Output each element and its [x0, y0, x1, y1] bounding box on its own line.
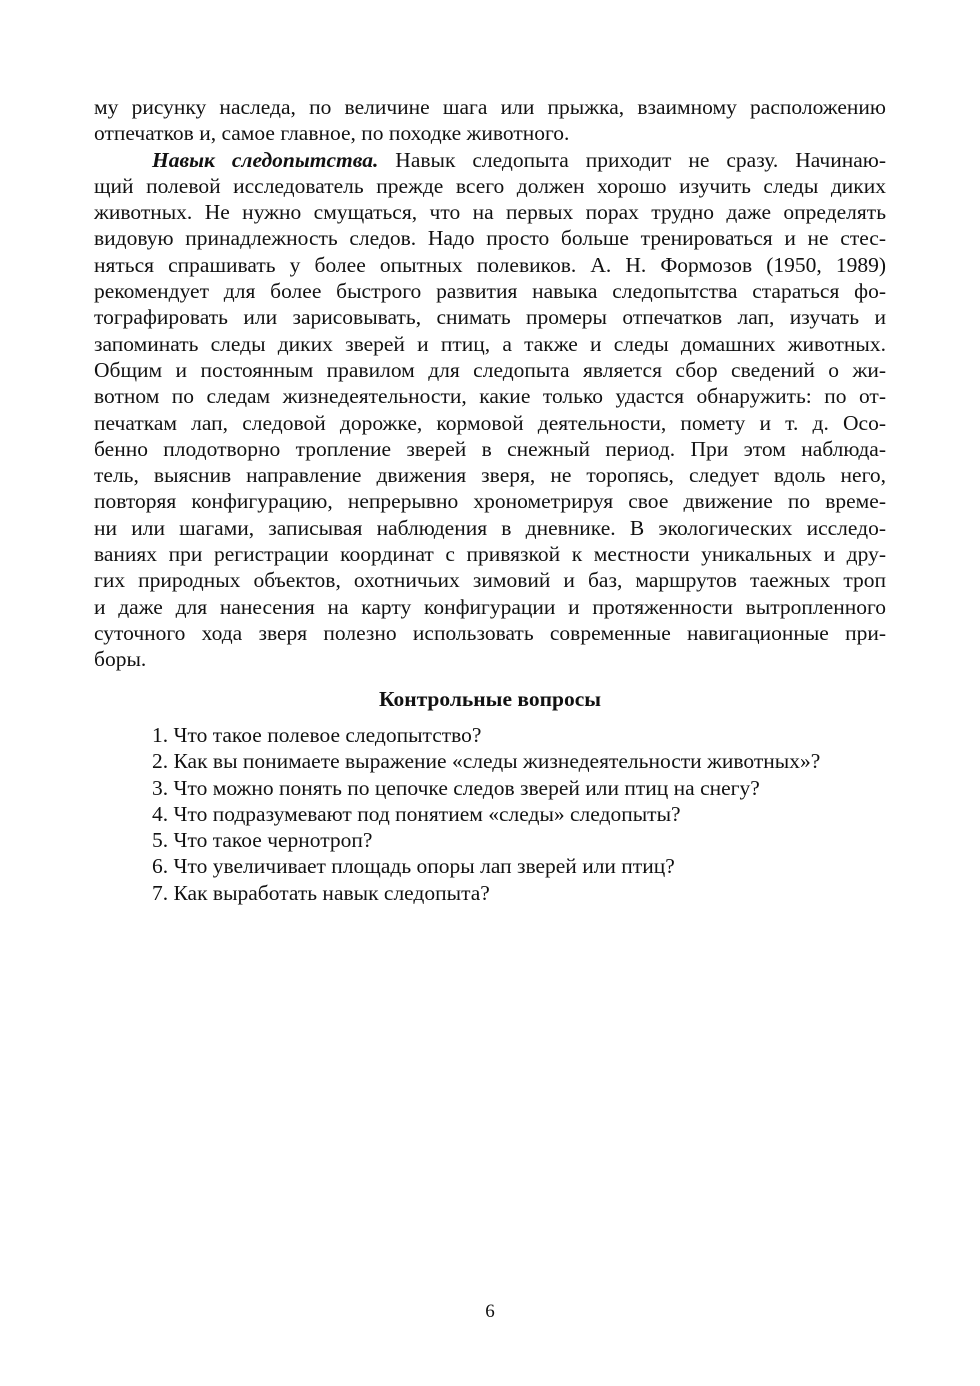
paragraph-line: повторяя конфигурацию, непрерывно хронометрируя свое движение по време- — [94, 489, 886, 514]
question-item: 7. Как выработать навык следопыта? — [152, 880, 490, 905]
paragraph-line: ни или шагами, записывая наблюдения в дневнике. В экологических исследо- — [94, 515, 886, 540]
paragraph-line: печаткам лап, следовой дорожке, кормовой деятельности, помету и т. д. Осо- — [94, 410, 886, 435]
question-item: 1. Что такое полевое следопытство? — [152, 723, 482, 747]
question-item: 2. Как вы понимаете выражение «следы жизнедеятельности животных»? — [152, 749, 821, 774]
paragraph-line: гих природных объектов, охотничьих зимовий и баз, маршрутов таежных троп — [94, 568, 886, 593]
intro-line: му рисунку наследа, по величине шага или прыжка, взаимному расположению — [94, 95, 886, 119]
section-first-line — [94, 147, 886, 173]
page-number: 6 — [485, 1301, 495, 1322]
paragraph-line: запоминать следы диких зверей и птиц, а также и следы домашних животных. — [94, 331, 886, 356]
question-item: 6. Что увеличивает площадь опоры лап зверей или птиц? — [152, 854, 675, 879]
body-text — [94, 94, 886, 673]
paragraph-line: Общим и постоянным правилом для следопыта является сбор сведений о жи- — [94, 357, 886, 382]
intro-line: отпечатков и, самое главное, по походке животного. — [94, 121, 570, 146]
section-lead-title: Навык следопытства. — [152, 147, 379, 172]
paragraph-line: животных. Не нужно смущаться, что на первых порах трудно даже определять — [94, 200, 886, 225]
paragraph-line: тель, выяснив направление движения зверя, не торопясь, следует вдоль него, — [94, 463, 886, 488]
paragraph-line: бенно плодотворно тропление зверей в снежный период. При этом наблюда- — [94, 436, 886, 461]
questions-list — [152, 722, 820, 906]
paragraph-line: и даже для нанесения на карту конфигурации и протяженности вытропленного — [94, 594, 886, 619]
question-item: 5. Что такое чернотроп? — [152, 828, 373, 853]
paragraph-line: суточного хода зверя полезно использовать современные навигационные при- — [94, 620, 886, 645]
section-first-line-text: Навык следопыта приходит не сразу. Начинаю- — [378, 147, 886, 172]
paragraph-line: видовую принадлежность следов. Надо просто больше тренироваться и не стес- — [94, 226, 886, 251]
paragraph-line: вотном по следам жизнедеятельности, какие только удастся обнаружить: по от- — [94, 384, 886, 409]
paragraph-line: щий полевой исследователь прежде всего должен хорошо изучить следы диких — [94, 173, 886, 198]
question-item: 4. Что подразумевают под понятием «следы» следопыты? — [152, 801, 681, 826]
paragraph-line: тографировать или зарисовывать, снимать промеры отпечатков лап, изучать и — [94, 305, 886, 330]
paragraph-line: няться спрашивать у более опытных полевиков. А. Н. Формозов (1950, 1989) — [94, 252, 886, 277]
paragraph-line: боры. — [94, 647, 147, 672]
paragraph-line: рекомендует для более быстрого развития навыка следопытства стараться фо- — [94, 279, 886, 304]
question-item: 3. Что можно понять по цепочке следов зверей или птиц на снегу? — [152, 775, 760, 800]
paragraph-line: ваниях при регистрации координат с привязкой к местности уникальных и дру- — [94, 542, 886, 567]
questions-heading: Контрольные вопросы — [378, 687, 602, 711]
